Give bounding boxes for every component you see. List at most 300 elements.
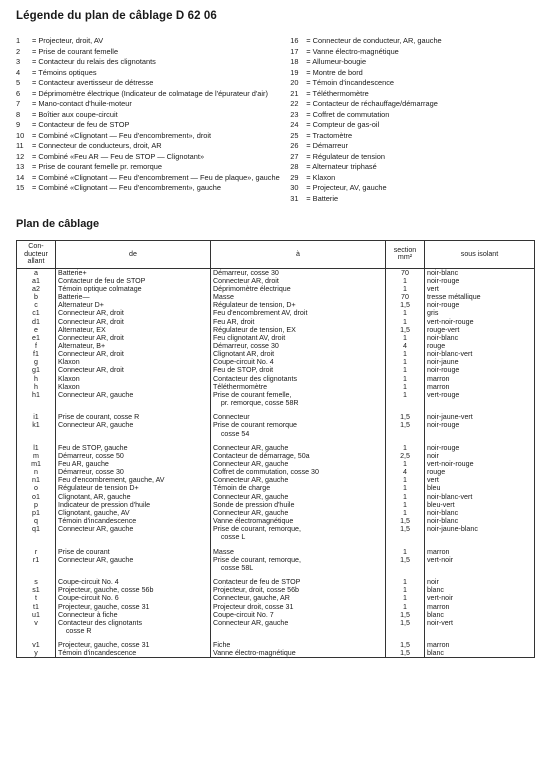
table-row [17, 383, 535, 391]
table-row [17, 444, 535, 452]
cell-section: 2,5 [386, 452, 425, 460]
table-row [17, 509, 535, 517]
cell-conductor: h1 [17, 391, 56, 407]
legend-text: = Coffret de commutation [306, 109, 390, 119]
table-row [17, 603, 535, 611]
cell-to: Connecteur AR, gauche [211, 444, 386, 452]
cell-conductor: c [17, 301, 56, 309]
cell-conductor: r [17, 548, 56, 556]
cell-from: Connecteur AR, droit [56, 350, 211, 358]
legend-item [290, 68, 535, 79]
plan-title: Plan de câblage [16, 218, 100, 231]
legend-number: 15 [16, 183, 25, 193]
cell-section: 1,5 [386, 641, 425, 649]
legend-item [16, 131, 280, 142]
table-row [17, 452, 535, 460]
table-row [17, 413, 535, 421]
cell-conductor: v1 [17, 641, 56, 649]
header-section: section mm² [386, 241, 425, 268]
cell-from: Contacteur des clignotants cosse R [56, 619, 211, 635]
header-to: à [211, 241, 386, 268]
cell-insulation: vert-noir-rouge [425, 460, 535, 468]
legend-text: = Vanne électro-magnétique [306, 46, 399, 56]
legend-number: 2 [16, 46, 21, 56]
table-row [17, 594, 535, 602]
cell-insulation: bleu-vert [425, 501, 535, 509]
cell-from: Projecteur, gauche, cosse 31 [56, 603, 211, 611]
cell-from: Clignotant, gauche, AV [56, 509, 211, 517]
legend-text: = Combiné «Feu AR — Feu de STOP — Clignotant» [32, 151, 205, 161]
legend-item [290, 162, 535, 173]
cell-insulation: noir-blanc-vert [425, 350, 535, 358]
legend-text: = Contacteur de feu de STOP [32, 120, 130, 130]
legend-text: = Klaxon [306, 172, 336, 182]
cell-from: Coupe-circuit No. 4 [56, 578, 211, 586]
cell-insulation: noir-blanc [425, 268, 535, 277]
legend-text: = Prise de courant femelle pr. remorque [32, 162, 163, 172]
legend-number: 25 [290, 130, 299, 140]
cell-insulation: blanc [425, 586, 535, 594]
table-row [17, 619, 535, 635]
legend-item [290, 183, 535, 194]
cell-conductor: o1 [17, 493, 56, 501]
cell-insulation: marron [425, 548, 535, 556]
cell-to: Coupe-circuit No. 7 [211, 611, 386, 619]
legend-text: = Batterie [306, 193, 339, 203]
cell-from: Connecteur AR, gauche [56, 525, 211, 541]
cell-from: Démarreur, cosse 30 [56, 468, 211, 476]
cell-from: Klaxon [56, 383, 211, 391]
table-row [17, 484, 535, 492]
cell-to: Témoin de charge [211, 484, 386, 492]
cell-from: Connecteur AR, droit [56, 334, 211, 342]
cell-insulation: gris [425, 309, 535, 317]
legend-item [290, 78, 535, 89]
legend-item [16, 78, 280, 89]
cell-to: Coupe-circuit No. 4 [211, 358, 386, 366]
table-row [17, 517, 535, 525]
cell-insulation: marron [425, 375, 535, 383]
cell-section: 1 [386, 350, 425, 358]
cell-from: Connecteur AR, droit [56, 309, 211, 317]
legend-number: 27 [290, 151, 299, 161]
cell-section: 1 [386, 375, 425, 383]
cell-from: Klaxon [56, 375, 211, 383]
table-row [17, 493, 535, 501]
cell-conductor: e [17, 326, 56, 334]
legend-item [290, 131, 535, 142]
cell-insulation: rouge-vert [425, 326, 535, 334]
cell-insulation: noir-blanc [425, 517, 535, 525]
cell-section: 1,5 [386, 301, 425, 309]
cell-to: Connecteur, gauche, AR [211, 594, 386, 602]
legend-number: 24 [290, 120, 299, 130]
cell-section: 1 [386, 578, 425, 586]
cell-conductor: t1 [17, 603, 56, 611]
cell-conductor: n1 [17, 476, 56, 484]
legend-text: = Témoin d'incandescence [306, 78, 395, 88]
cell-to: Clignotant AR, droit [211, 350, 386, 358]
table-row [17, 525, 535, 541]
cell-to: Feu de STOP, droit [211, 366, 386, 374]
cell-section: 1 [386, 366, 425, 374]
cell-to: Fiche [211, 641, 386, 649]
cell-conductor: f1 [17, 350, 56, 358]
cell-section: 1 [386, 277, 425, 285]
cell-from: Témoin d'incandescence [56, 649, 211, 658]
cell-insulation: marron [425, 641, 535, 649]
cell-insulation: noir-blanc-vert [425, 493, 535, 501]
table-row [17, 277, 535, 285]
cell-conductor: f [17, 342, 56, 350]
legend-number: 4 [16, 67, 21, 77]
cell-conductor: s [17, 578, 56, 586]
cell-conductor: b [17, 293, 56, 301]
legend-item [290, 141, 535, 152]
cell-insulation: noir-jaune-blanc [425, 525, 535, 541]
cell-from: Prise de courant [56, 548, 211, 556]
cell-conductor: t [17, 594, 56, 602]
cell-to: Feu clignotant AV, droit [211, 334, 386, 342]
cell-insulation: noir [425, 452, 535, 460]
cell-from: Contacteur de feu de STOP [56, 277, 211, 285]
cell-from: Témoin optique colmatage [56, 285, 211, 293]
cell-section: 1,5 [386, 556, 425, 572]
table-row [17, 548, 535, 556]
legend-text: = Téléthermomètre [306, 88, 369, 98]
cell-section: 1,5 [386, 619, 425, 635]
cell-insulation: noir-rouge [425, 366, 535, 374]
legend-item [16, 47, 280, 58]
cell-to: Masse [211, 548, 386, 556]
table-row [17, 641, 535, 649]
cell-from: Connecteur AR, gauche [56, 421, 211, 437]
cell-section: 1 [386, 548, 425, 556]
legend-number: 7 [16, 99, 21, 109]
header-conductor: Con- ducteur allant [17, 241, 56, 268]
legend-number: 16 [290, 36, 299, 45]
legend-number: 6 [16, 88, 21, 98]
table-row [17, 358, 535, 366]
legend-item [16, 162, 280, 173]
legend-text: = Combiné «Clignotant — Feu d'encombrement — Feu de plaque», gauche [32, 172, 280, 182]
legend-item [290, 89, 535, 100]
cell-to: Prise de courant, remorque, cosse L [211, 525, 386, 541]
legend-number: 30 [290, 183, 299, 193]
cell-conductor: a2 [17, 285, 56, 293]
cell-from: Batterie— [56, 293, 211, 301]
cell-to: Coffret de commutation, cosse 30 [211, 468, 386, 476]
cell-section: 1 [386, 444, 425, 452]
cell-conductor: o [17, 484, 56, 492]
table-row [17, 421, 535, 437]
cell-conductor: c1 [17, 309, 56, 317]
cell-section: 1 [386, 603, 425, 611]
legend-item [16, 36, 280, 47]
cell-to: Vanne électro-magnétique [211, 649, 386, 658]
header-insulation: sous isolant [425, 241, 535, 268]
table-row [17, 460, 535, 468]
wiring-table [16, 240, 535, 658]
cell-section: 4 [386, 468, 425, 476]
legend-number: 21 [290, 88, 299, 98]
table-row [17, 268, 535, 277]
cell-section: 1 [386, 594, 425, 602]
legend-text: = Combiné «Clignotant — Feu d'encombrement», droit [32, 130, 212, 140]
header-from: de [56, 241, 211, 268]
cell-section: 1 [386, 460, 425, 468]
cell-to: Projecteur, droit, cosse 56b [211, 586, 386, 594]
legend-number: 29 [290, 172, 299, 182]
cell-to: Prise de courant, remorque, cosse 58L [211, 556, 386, 572]
cell-conductor: n [17, 468, 56, 476]
cell-insulation: noir-rouge [425, 277, 535, 285]
cell-conductor: v [17, 619, 56, 635]
cell-section: 1 [386, 501, 425, 509]
cell-to: Démarreur, cosse 30 [211, 342, 386, 350]
cell-insulation: vert-rouge [425, 391, 535, 407]
cell-from: Prise de courant, cosse R [56, 413, 211, 421]
cell-section: 1 [386, 318, 425, 326]
legend-text: = Connecteur de conducteurs, droit, AR [32, 141, 162, 151]
cell-to: Contacteur de feu de STOP [211, 578, 386, 586]
cell-section: 1 [386, 358, 425, 366]
cell-from: Coupe-circuit No. 6 [56, 594, 211, 602]
cell-from: Feu d'encombrement, gauche, AV [56, 476, 211, 484]
legend-number: 28 [290, 162, 299, 172]
cell-section: 1 [386, 476, 425, 484]
cell-section: 1 [386, 493, 425, 501]
cell-conductor: h [17, 383, 56, 391]
legend-number: 14 [16, 172, 25, 182]
table-row [17, 501, 535, 509]
cell-from: Alternateur D+ [56, 301, 211, 309]
cell-from: Indicateur de pression d'huile [56, 501, 211, 509]
cell-to: Masse [211, 293, 386, 301]
cell-insulation: blanc [425, 649, 535, 658]
cell-from: Connecteur à fiche [56, 611, 211, 619]
cell-section: 70 [386, 293, 425, 301]
cell-section: 1 [386, 391, 425, 407]
cell-from: Régulateur de tension D+ [56, 484, 211, 492]
legend-item [16, 120, 280, 131]
cell-conductor: e1 [17, 334, 56, 342]
legend-number: 22 [290, 99, 299, 109]
legend-number: 13 [16, 162, 25, 172]
table-row [17, 375, 535, 383]
cell-section: 1,5 [386, 421, 425, 437]
legend [16, 36, 535, 204]
legend-text: = Combiné «Clignotant — Feu d'encombrement», gauche [32, 183, 221, 193]
cell-to: Contacteur des clignotants [211, 375, 386, 383]
legend-item [290, 152, 535, 163]
cell-insulation: noir-jaune [425, 358, 535, 366]
table-row [17, 293, 535, 301]
cell-from: Connecteur AR, gauche [56, 556, 211, 572]
legend-item [290, 173, 535, 184]
cell-conductor: i1 [17, 413, 56, 421]
legend-number: 19 [290, 67, 299, 77]
legend-number: 11 [16, 141, 24, 151]
cell-conductor: a1 [17, 277, 56, 285]
table-row [17, 326, 535, 334]
cell-to: Connecteur AR, droit [211, 277, 386, 285]
legend-number: 26 [290, 141, 299, 151]
legend-number: 23 [290, 109, 299, 119]
cell-insulation: noir-rouge [425, 301, 535, 309]
cell-insulation: vert-noir-rouge [425, 318, 535, 326]
legend-text: = Alternateur triphasé [306, 162, 377, 172]
cell-insulation: noir-rouge [425, 421, 535, 437]
legend-item [16, 89, 280, 100]
cell-to: Prise de courant femelle, pr. remorque, cosse 58R [211, 391, 386, 407]
legend-item [290, 194, 535, 205]
cell-insulation: noir [425, 578, 535, 586]
cell-conductor: g [17, 358, 56, 366]
table-row [17, 611, 535, 619]
legend-text: = Régulateur de tension [306, 151, 385, 161]
cell-insulation: vert [425, 476, 535, 484]
legend-text: = Prise de courant femelle [32, 46, 119, 56]
legend-column-right [290, 36, 535, 204]
cell-insulation: tresse métallique [425, 293, 535, 301]
legend-number: 17 [290, 46, 299, 56]
legend-item [290, 120, 535, 131]
cell-conductor: g1 [17, 366, 56, 374]
cell-from: Témoin d'incandescence [56, 517, 211, 525]
table-row [17, 350, 535, 358]
cell-to: Prise de courant remorque cosse 54 [211, 421, 386, 437]
cell-to: Feu d'encombrement AV, droit [211, 309, 386, 317]
legend-title: Légende du plan de câblage D 62 06 [16, 10, 217, 22]
cell-insulation: blanc [425, 611, 535, 619]
legend-text: = Projecteur, AV, gauche [306, 183, 387, 193]
cell-from: Connecteur AR, droit [56, 318, 211, 326]
cell-section: 1,5 [386, 326, 425, 334]
legend-item [290, 57, 535, 68]
legend-text: = Projecteur, droit, AV [32, 36, 104, 45]
legend-number: 12 [16, 151, 25, 161]
table-row [17, 578, 535, 586]
cell-conductor: l1 [17, 444, 56, 452]
cell-section: 1,5 [386, 413, 425, 421]
cell-from: Clignotant, AR, gauche [56, 493, 211, 501]
legend-text: = Contacteur du relais des clignotants [32, 57, 156, 67]
cell-section: 1,5 [386, 517, 425, 525]
cell-to: Téléthermomètre [211, 383, 386, 391]
cell-insulation: vert [425, 285, 535, 293]
cell-insulation: bleu [425, 484, 535, 492]
cell-conductor: s1 [17, 586, 56, 594]
cell-insulation: vert-noir [425, 594, 535, 602]
cell-from: Connecteur AR, gauche [56, 391, 211, 407]
cell-from: Démarreur, cosse 50 [56, 452, 211, 460]
cell-conductor: y [17, 649, 56, 658]
cell-insulation: rouge [425, 342, 535, 350]
cell-conductor: p1 [17, 509, 56, 517]
cell-to: Contacteur de démarrage, 50a [211, 452, 386, 460]
legend-item [16, 173, 280, 184]
legend-text: = Témoins optiques [32, 67, 97, 77]
legend-item [16, 99, 280, 110]
legend-number: 18 [290, 57, 299, 67]
table-row [17, 301, 535, 309]
cell-section: 1 [386, 383, 425, 391]
legend-number: 20 [290, 78, 299, 88]
table-row [17, 391, 535, 407]
cell-insulation: noir-blanc [425, 334, 535, 342]
table-body [17, 268, 535, 658]
legend-text: = Connecteur de conducteur, AR, gauche [306, 36, 442, 45]
legend-number: 1 [16, 36, 21, 45]
cell-to: Déprimomètre électrique [211, 285, 386, 293]
cell-conductor: u1 [17, 611, 56, 619]
cell-from: Batterie+ [56, 268, 211, 277]
legend-item [16, 141, 280, 152]
cell-insulation: marron [425, 383, 535, 391]
cell-section: 1 [386, 586, 425, 594]
cell-conductor: d1 [17, 318, 56, 326]
legend-item [16, 68, 280, 79]
cell-to: Connecteur [211, 413, 386, 421]
legend-item [290, 99, 535, 110]
table-row [17, 556, 535, 572]
legend-item [16, 57, 280, 68]
cell-conductor: m [17, 452, 56, 460]
cell-insulation: noir-blanc [425, 509, 535, 517]
legend-text: = Contacteur de réchauffage/démarrage [306, 99, 438, 109]
cell-insulation: noir-jaune-vert [425, 413, 535, 421]
cell-to: Connecteur AR, gauche [211, 493, 386, 501]
cell-insulation: noir-rouge [425, 444, 535, 452]
cell-conductor: k1 [17, 421, 56, 437]
table-row [17, 649, 535, 658]
legend-number: 5 [16, 78, 21, 88]
legend-item [290, 47, 535, 58]
cell-insulation: vert-noir [425, 556, 535, 572]
legend-text: = Allumeur-bougie [306, 57, 367, 67]
legend-item [16, 110, 280, 121]
cell-from: Alternateur, EX [56, 326, 211, 334]
legend-number: 8 [16, 109, 21, 119]
cell-from: Feu AR, gauche [56, 460, 211, 468]
cell-conductor: r1 [17, 556, 56, 572]
legend-column-left [16, 36, 280, 204]
cell-insulation: noir-vert [425, 619, 535, 635]
cell-conductor: q1 [17, 525, 56, 541]
cell-to: Connecteur AR, gauche [211, 460, 386, 468]
legend-number: 3 [16, 57, 21, 67]
cell-from: Projecteur, gauche, cosse 56b [56, 586, 211, 594]
cell-insulation: rouge [425, 468, 535, 476]
cell-section: 1 [386, 309, 425, 317]
cell-to: Connecteur AR, gauche [211, 509, 386, 517]
table-row [17, 334, 535, 342]
legend-number: 10 [16, 130, 25, 140]
cell-to: Régulateur de tension, D+ [211, 301, 386, 309]
cell-to: Connecteur AR, gauche [211, 476, 386, 484]
cell-section: 1 [386, 334, 425, 342]
legend-text: = Mano-contact d'huile-moteur [32, 99, 132, 109]
cell-section: 1 [386, 484, 425, 492]
cell-section: 4 [386, 342, 425, 350]
cell-to: Connecteur AR, gauche [211, 619, 386, 635]
table-row [17, 468, 535, 476]
cell-insulation: marron [425, 603, 535, 611]
cell-to: Sonde de pression d'huile [211, 501, 386, 509]
cell-from: Alternateur, B+ [56, 342, 211, 350]
cell-to: Feu AR, droit [211, 318, 386, 326]
